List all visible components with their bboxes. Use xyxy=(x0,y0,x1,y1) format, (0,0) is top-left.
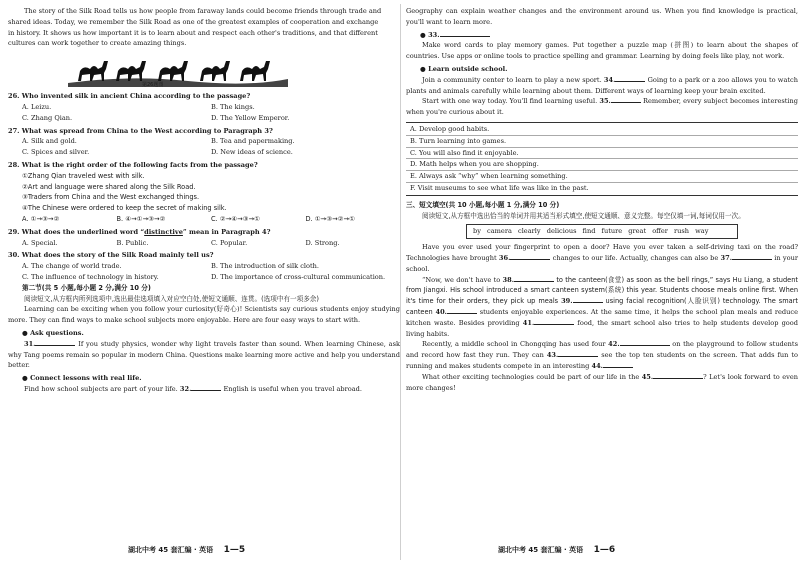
blank-number: 35. xyxy=(599,97,611,106)
section-3-instructions: 阅读短文,从方框中选出恰当的单词并用其适当形式填空,使短文通顺、意义完整。每空仅填一词,每词仅用一次。 xyxy=(422,211,745,220)
blank-number: 43. xyxy=(546,351,559,360)
paragraph-text: changes to our life. Actually, changes can also be xyxy=(552,253,719,262)
underlined-word: distinctive xyxy=(144,227,183,236)
answer-blank xyxy=(732,259,772,260)
option-item: A. Develop good habits. xyxy=(406,124,798,136)
option-a: A. Leizu. xyxy=(22,102,52,111)
option-b: B. Tea and papermaking. xyxy=(211,137,295,146)
answer-blank xyxy=(620,345,670,346)
blank-number: 45. xyxy=(641,372,654,381)
blank-number: 39. xyxy=(561,297,573,306)
option-d: D. The importance of cross-cultural communication. xyxy=(211,272,386,281)
paragraph-text: “Now, we don't have to xyxy=(422,275,501,284)
intro-line: The story of the Silk Road tells us how people from faraway lands could become friends through trade and xyxy=(24,7,382,15)
paragraph-text: Recently, a middle school in Chongqing has used four xyxy=(422,340,606,349)
blank-number: 31. xyxy=(24,339,36,348)
paragraph-text: in your school. xyxy=(406,253,798,273)
question-29 xyxy=(8,227,400,249)
intro-line: in history. It shows us how important it is to learn about and respect each other's traditions, and that different xyxy=(8,28,378,37)
paragraph-text: Start with one way today. You'll find learning useful. xyxy=(422,97,598,106)
option-a: A. Silk and gold. xyxy=(22,137,77,146)
question-28 xyxy=(8,160,400,225)
heading-text: Connect lessons with real life. xyxy=(30,374,142,383)
right-footer xyxy=(498,545,615,556)
option-b: B. The introduction of silk cloth. xyxy=(211,262,320,271)
answer-blank xyxy=(603,367,633,368)
option-d: D. ①→③→②→① xyxy=(305,214,355,223)
answer-blank xyxy=(558,356,598,357)
page-divider xyxy=(400,4,401,560)
paragraph-text: Join a community center to learn to play a new sport. xyxy=(422,75,602,84)
word-bank-box: by camera clearly delicious find future great offer rush way xyxy=(466,224,738,239)
paragraph-text: Have you ever used your fingerprint to open a door? Have you ever taken a self-driving taxi on the road? Technologies have brought xyxy=(406,243,798,262)
section-3-title: 三、短文填空(共 10 小题,每小题 1 分,满分 10 分) xyxy=(406,200,560,209)
question-stem xyxy=(8,227,400,238)
option-b: B. Public. xyxy=(116,238,149,247)
answer-blank xyxy=(514,281,554,282)
blank-number: 32. xyxy=(179,384,192,393)
stem-text: ” mean in Paragraph 4? xyxy=(182,227,271,236)
blank-number: 42. xyxy=(608,340,620,349)
paragraph-text: on the playground to follow students and record how fast they run. They can xyxy=(406,340,798,360)
option-a: A. Special. xyxy=(22,238,58,247)
blank-number: 38. xyxy=(502,275,515,284)
blank-number: 40. xyxy=(435,307,447,316)
question-stem: 28. What is the right order of the following facts from the passage? xyxy=(8,160,258,169)
option-a: A. ①→③→② xyxy=(22,214,60,223)
cloze-paragraph-1 xyxy=(406,242,798,274)
question-30 xyxy=(8,250,400,282)
answer-blank xyxy=(611,102,641,103)
cloze-paragraph-3 xyxy=(406,339,798,371)
bullet-33: ● 33. xyxy=(406,30,798,41)
paragraph-text: If you study physics, wonder why light travels faster than sound. When learning Chinese, ask why Tang poems remain so popular in modern China. Questions make learning more active and help you understand better. xyxy=(8,339,400,370)
option-d: D. Strong. xyxy=(305,238,340,247)
right-page xyxy=(406,0,798,566)
fact-item: ①Zhang Qian traveled west with silk. xyxy=(22,171,145,180)
option-c: C. Zhang Qian. xyxy=(22,113,73,122)
paragraph-text: using facial recognition(人脸识别) technology. The smart canteen xyxy=(406,297,798,316)
intro-line: shared ideas. Today, we remember the Silk Road as one of the greatest examples of cooperation and exchange xyxy=(8,17,379,26)
option-c: C. Spices and silver. xyxy=(22,148,90,157)
answer-blank xyxy=(615,81,645,82)
question-stem: 27. What was spread from China to the West according to Paragraph 3? xyxy=(8,126,273,135)
question-26 xyxy=(8,91,400,123)
blank-number: 36. xyxy=(498,253,511,262)
answer-blank xyxy=(573,302,603,303)
fact-item: ②Art and language were shared along the Silk Road. xyxy=(22,182,196,191)
page-number: 1—6 xyxy=(593,545,616,556)
paragraph-text: food, the smart school also tries to help students develop good living habits. xyxy=(406,318,798,338)
footer-text: 湖北中考 45 套汇编 · 英语 xyxy=(498,546,584,555)
option-item: D. Math helps when you are shopping. xyxy=(406,159,798,171)
option-b: B. ④→①→③→② xyxy=(116,214,166,223)
illustration-caption: 第26题图 xyxy=(142,82,164,89)
paragraph-34 xyxy=(406,75,798,97)
paragraph-text: English is useful when you travel abroad. xyxy=(223,384,362,393)
intro-line: cultures can work together to create amazing things. xyxy=(8,39,187,48)
blank-number: 37. xyxy=(720,253,733,262)
ask-questions-heading: ● Ask questions. xyxy=(22,328,84,337)
options-box xyxy=(406,122,798,196)
answer-blank xyxy=(510,259,550,260)
heading-text: Learn outside school. xyxy=(428,64,508,73)
question-27 xyxy=(8,126,400,158)
paragraph-31 xyxy=(8,339,400,371)
option-item: C. You will also find it enjoyable. xyxy=(406,148,798,160)
option-item: F. Visit museums to see what life was like in the past. xyxy=(410,183,589,192)
left-footer xyxy=(128,545,245,556)
paragraph-text: What other exciting technologies could be part of our life in the xyxy=(422,372,640,381)
blank-number: 41. xyxy=(522,318,535,327)
option-b: B. The kings. xyxy=(211,102,255,111)
option-c: C. Popular. xyxy=(211,238,248,247)
paragraph-32 xyxy=(8,384,400,395)
answer-blank xyxy=(191,390,221,391)
option-d: D. The Yellow Emperor. xyxy=(211,113,290,122)
fact-item: ③Traders from China and the West exchanged things. xyxy=(22,193,200,202)
paragraph-35 xyxy=(406,96,798,118)
blank-number: 44. xyxy=(591,361,603,370)
option-d: D. New ideas of science. xyxy=(211,148,293,157)
intro-passage xyxy=(8,0,400,49)
option-item: B. Turn learning into games. xyxy=(406,136,798,148)
paragraph-text: Find how school subjects are part of your life. xyxy=(24,384,178,393)
learning-intro: Learning can be exciting when you follow your curiosity(好奇心)! Scientists say curious students enjoy studying more. They can find ways to make school subjects more enjoyable. Here are four easy ways to start with. xyxy=(8,305,400,325)
camel-caravan-illustration xyxy=(68,53,288,87)
heading-text: Ask questions. xyxy=(30,328,84,337)
camel-silhouette-icon xyxy=(68,53,288,87)
option-item: E. Always ask “why” when learning something. xyxy=(406,171,798,183)
option-c: C. ②→④→③→① xyxy=(211,214,261,223)
left-page xyxy=(8,0,400,566)
answer-blank xyxy=(447,313,477,314)
blank-number: 33. xyxy=(428,30,440,39)
paragraph-33: Make word cards to play memory games. Put together a puzzle map (拼图) to learn about the shapes of countries. Use apps or online tools to practice spelling and grammar. Learning by doing feels like play, not work. xyxy=(406,41,798,61)
footer-text: 湖北中考 45 套汇编 · 英语 xyxy=(128,546,214,555)
paragraph-text: Going to a park or a zoo allows you to watch plants and animals carefully while learning about them. Different ways of learning keep your brain excited. xyxy=(406,75,798,95)
blank-number: 34. xyxy=(603,75,616,84)
cloze-paragraph-4 xyxy=(406,372,798,394)
connect-lessons-heading: ● Connect lessons with real life. xyxy=(22,374,142,383)
paragraph-text: ? Let's look forward to even more changes! xyxy=(406,372,798,392)
paragraph-text: to the canteen(食堂) as soon as the bell rings,” says Hu Liang, a student from Jiangxi. His school introduced a smart canteen system(系统) this year. Students choose meals online first. When it's time for their orders, they pick up meals xyxy=(406,275,798,306)
paragraph-text: see the top ten students on the screen. That adds fun to running and makes students compete in an interesting xyxy=(406,351,798,370)
question-stem: 30. What does the story of the Silk Road mainly tell us? xyxy=(8,251,214,260)
paragraph-text: Remember, every subject becomes interesting when you're curious about it. xyxy=(406,97,799,117)
fact-item: ④The Chinese were ordered to keep the secret of making silk. xyxy=(22,204,227,213)
option-c: C. The influence of technology in history. xyxy=(22,272,159,281)
answer-blank xyxy=(440,36,490,37)
question-stem: 26. Who invented silk in ancient China according to the passage? xyxy=(8,92,251,101)
answer-blank xyxy=(35,345,75,346)
paragraph-text: students enjoyable experiences. At the same time, it helps the school plan meals and reduce kitchen waste. Besides providing xyxy=(406,307,798,327)
option-a: A. The change of world trade. xyxy=(22,262,122,271)
stem-text: 29. What does the underlined word “ xyxy=(8,227,145,236)
section-2-title: 第二节(共 5 小题,每小题 2 分,满分 10 分) xyxy=(22,283,151,292)
section-2-instructions: 阅读短文,从方框内所列选项中,选出最佳选项填入对应空白处,使短文通顺、连贯。(选项中有一项多余) xyxy=(24,294,319,303)
answer-blank xyxy=(653,378,703,379)
answer-blank xyxy=(534,324,574,325)
geography-line: Geography can explain weather changes and the environment around us. When you find knowledge is practical, you'll want to learn more. xyxy=(406,7,798,26)
learn-outside-heading: ● Learn outside school. xyxy=(420,64,508,73)
page-number: 1—5 xyxy=(223,545,246,556)
cloze-paragraph-2 xyxy=(406,275,798,340)
